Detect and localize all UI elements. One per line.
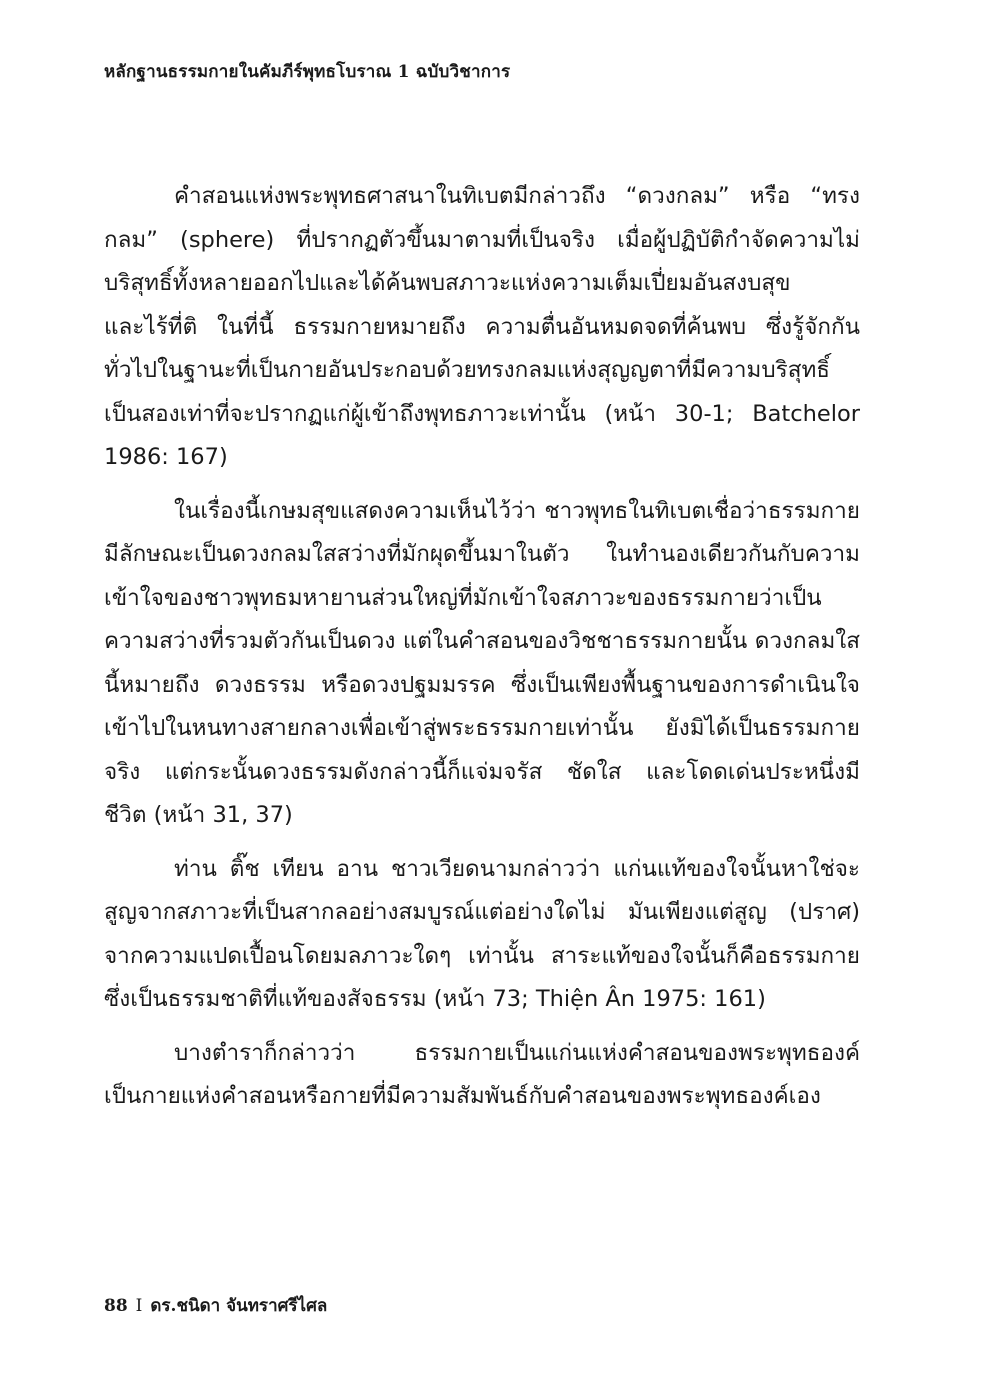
text-line: สูญจากสภาวะที่เป็นสากลอย่างสมบูรณ์แต่อย่างใดไม่ มันเพียงแต่สูญ (ปราศ) [104,899,860,925]
text-line: ทั่วไปในฐานะที่เป็นกายอันประกอบด้วยทรงกลมแห่งสุญญตาที่มีความบริสุทธิ์ [104,357,831,383]
paragraph [104,175,860,480]
text-line: จากความแปดเปื้อนโดยมลภาวะใดๆ เท่านั้น สาระแท้ของใจนั้นก็คือธรรมกาย [104,942,860,969]
text-line: ความสว่างที่รวมตัวกันเป็นดวง แต่ในคำสอนของวิชชาธรรมกายนั้น ดวงกลมใส [104,628,860,654]
author-name: ดร.ชนิดา จันทราศรีไศล [150,1296,328,1316]
text-line: ในเรื่องนี้เกษมสุขแสดงความเห็นไว้ว่า ชาวพุทธในทิเบตเชื่อว่าธรรมกาย [174,497,860,524]
text-line: บางตำราก็กล่าวว่า ธรรมกายเป็นแก่นแห่งคำสอนของพระพุทธองค์ [174,1039,860,1066]
text-line: เป็นกายแห่งคำสอนหรือกายที่มีความสัมพันธ์กับคำสอนของพระพุทธองค์เอง [104,1083,821,1109]
text-line: มีลักษณะเป็นดวงกลมใสสว่างที่มักผุดขึ้นมาในตัว ในทำนองเดียวกันกับความ [104,541,860,567]
footer-separator: I [135,1296,143,1316]
text-line: กลม” (sphere) ที่ปรากฏตัวขึ้นมาตามที่เป็นจริง เมื่อผู้ปฏิบัติกำจัดความไม่ [104,226,860,253]
paragraph [104,848,860,1022]
page-number: 88 [104,1296,128,1316]
text-line: ท่าน ติ๊ช เทียน อาน ชาวเวียดนามกล่าวว่า แก่นแท้ของใจนั้นหาใช่จะ [174,855,860,882]
text-line: และไร้ที่ติ ในที่นี้ ธรรมกายหมายถึง ความตื่นอันหมดจดที่ค้นพบ ซึ่งรู้จักกัน [104,313,860,340]
text-line: คำสอนแห่งพระพุทธศาสนาในทิเบตมีกล่าวถึง “ดวงกลม” หรือ “ทรง [174,183,860,209]
running-header: หลักฐานธรรมกายในคัมภีร์พุทธโบราณ 1 ฉบับวิชาการ [104,62,511,82]
paragraph [104,490,860,838]
text-line: เข้าไปในหนทางสายกลางเพื่อเข้าสู่พระธรรมกายเท่านั้น ยังมิได้เป็นธรรมกาย [104,715,860,741]
text-line: นี้หมายถึง ดวงธรรม หรือดวงปฐมมรรค ซึ่งเป็นเพียงพื้นฐานของการดำเนินใจ [104,671,860,698]
page-footer [104,1292,327,1319]
text-line: ชีวิต (หน้า 31, 37) [104,802,293,828]
body-text [104,175,860,1129]
text-line: ซึ่งเป็นธรรมชาติที่แท้ของสัจธรรม (หน้า 73; Thiện Ân 1975: 161) [104,986,766,1012]
paragraph [104,1032,860,1119]
text-line: 1986: 167) [104,444,228,470]
text-line: เข้าใจของชาวพุทธมหายานส่วนใหญ่ที่มักเข้าใจสภาวะของธรรมกายว่าเป็น [104,584,822,611]
text-line: บริสุทธิ์ทั้งหลายออกไปและได้ค้นพบสภาวะแห่งความเต็มเปี่ยมอันสงบสุข [104,270,791,296]
text-line: จริง แต่กระนั้นดวงธรรมดังกล่าวนี้ก็แจ่มจรัส ชัดใส และโดดเด่นประหนึ่งมี [104,758,860,785]
text-line: เป็นสองเท่าที่จะปรากฏแก่ผู้เข้าถึงพุทธภาวะเท่านั้น (หน้า 30-1; Batchelor [104,400,860,427]
